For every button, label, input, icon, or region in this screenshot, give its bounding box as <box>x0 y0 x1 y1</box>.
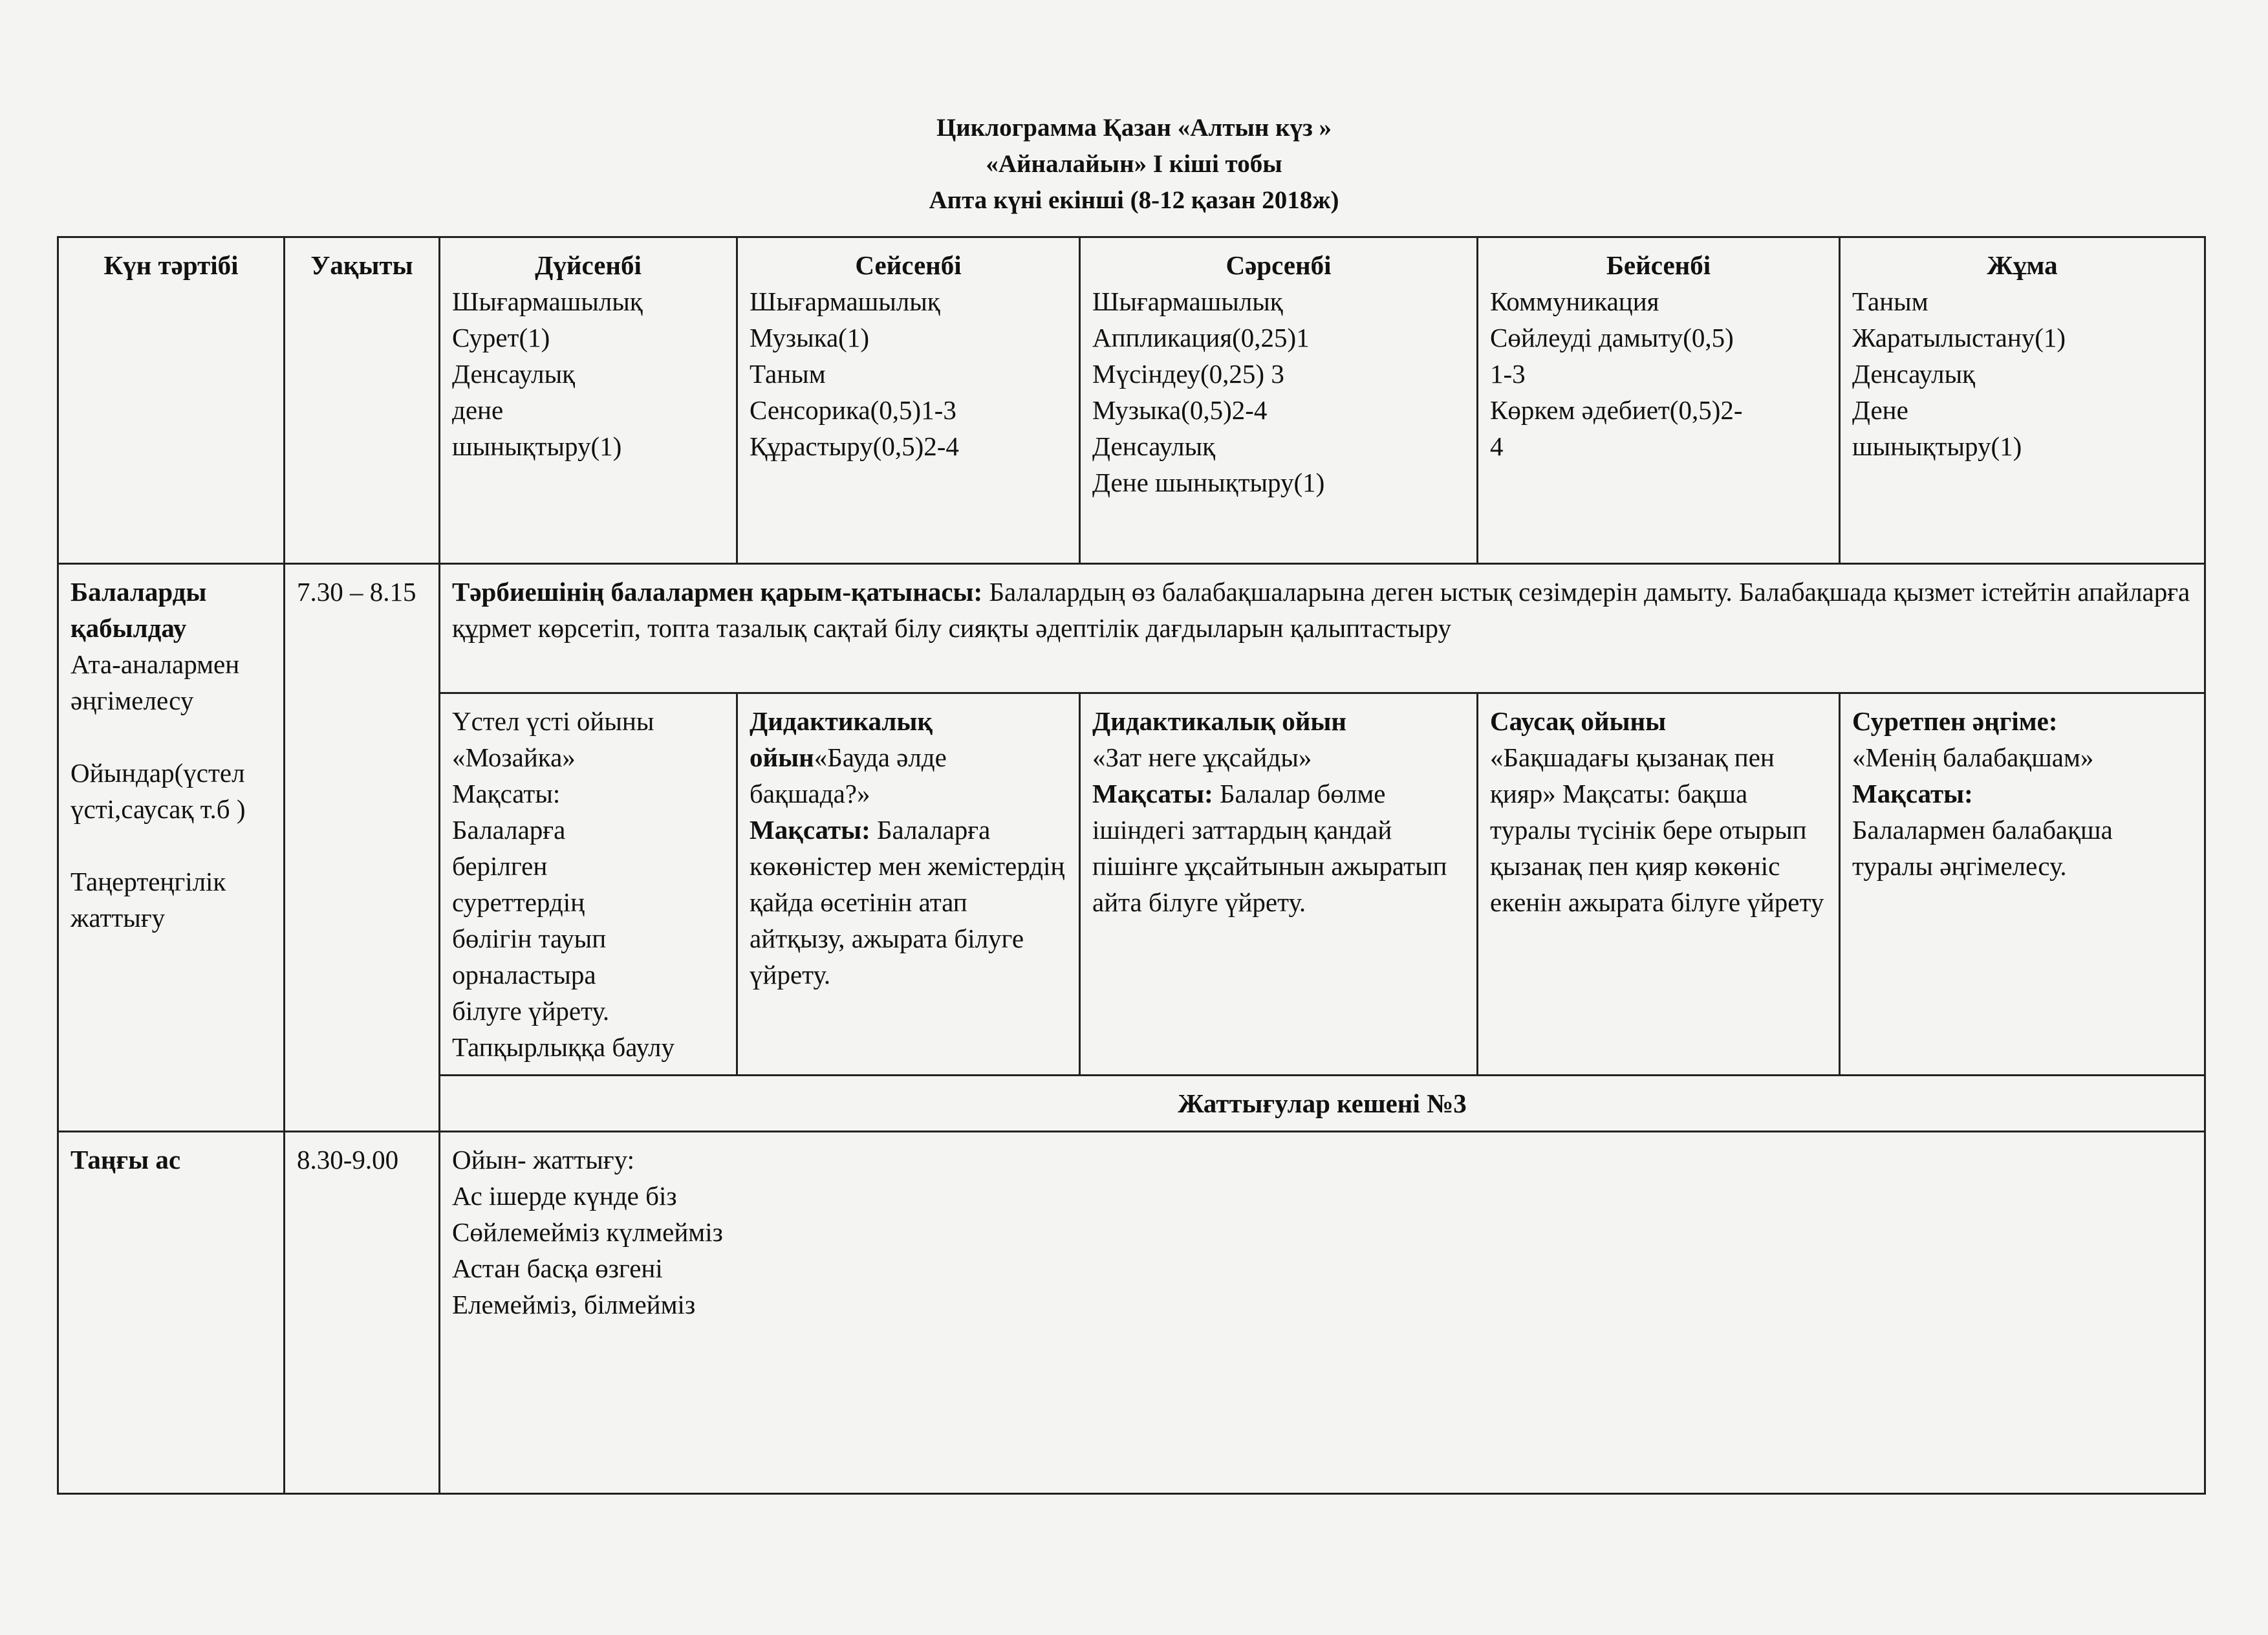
monday-game-line: бөлігін тауып <box>452 924 607 953</box>
monday-game-line: Тапқырлыққа баулу <box>452 1032 675 1062</box>
monday-game-line: Мақсаты: <box>452 779 561 808</box>
col-schedule-header <box>58 237 285 564</box>
friday-subject: Таным <box>1852 287 1928 316</box>
exercise-title: Жаттығулар кешені №3 <box>1178 1088 1467 1118</box>
monday-game-line: білуге үйрету. <box>452 996 610 1026</box>
wednesday-subject: Шығармашылық <box>1092 287 1283 316</box>
communication-cell <box>440 564 2205 693</box>
monday-game-line: суреттердің <box>452 887 585 917</box>
reception-games: Ойындар(үстел үсті,саусақ т.б ) <box>70 758 246 824</box>
wednesday-header <box>1080 237 1478 564</box>
col-schedule-label: Күн тәртібі <box>103 250 239 280</box>
wednesday-subject: Аппликация(0,25)1 <box>1092 323 1310 352</box>
thursday-label: Бейсенбі <box>1606 250 1711 280</box>
friday-game-name: «Менің балабақшам» <box>1852 742 2094 772</box>
tuesday-game-title: Дидактикалық ойын <box>750 706 933 772</box>
tuesday-subject: Құрастыру(0,5)2-4 <box>750 431 959 461</box>
thursday-subject: 4 <box>1490 431 1504 461</box>
monday-subject: шынықтыру(1) <box>452 431 622 461</box>
col-time-header <box>285 237 440 564</box>
friday-game-title: Суретпен әңгіме: <box>1852 706 2058 736</box>
thursday-game-title: Саусақ ойыны <box>1490 706 1667 736</box>
friday-header <box>1840 237 2205 564</box>
wednesday-game-name: «Зат неге ұқсайды» <box>1092 742 1312 772</box>
friday-goal-label: Мақсаты: <box>1852 779 1973 808</box>
reception-cell <box>58 564 285 1132</box>
header-title: Циклограмма Қазан «Алтын күз » <box>936 114 1332 142</box>
tuesday-game-name: «Бауда әлде бақшада?» <box>750 742 947 808</box>
thursday-game-text: «Бақшадағы қызанақ пен қияр» Мақсаты: бақша туралы түсінік бере отырып қызанақ пен қияр көкөніс екенін ажырата білуге үйрету <box>1490 742 1824 917</box>
wednesday-game-cell <box>1080 693 1478 1076</box>
schedule-table <box>57 236 2206 1495</box>
tuesday-label: Сейсенбі <box>855 250 962 280</box>
wednesday-label: Сәрсенбі <box>1226 250 1332 280</box>
thursday-header <box>1478 237 1840 564</box>
breakfast-line: Елемейміз, білмейміз <box>452 1290 696 1319</box>
thursday-subject: Сөйлеуді дамыту(0,5) <box>1490 323 1734 352</box>
breakfast-line: Сөйлемейміз күлмейміз <box>452 1217 723 1247</box>
monday-game-line: орналастыра <box>452 960 596 990</box>
wednesday-goal-text: Балалар бөлме ішіндегі заттардың қандай пішінге ұқсайтынын ажыратып айта білуге үйрету. <box>1092 779 1447 917</box>
communication-text: Балалардың өз балабақшаларына деген ыстық сезімдерін дамыту. Балабақшада қызмет істейтін апайларға құрмет көрсетіп, топта тазалық сақтай білу сияқты әдептілік дағдыларын қалыптастыру <box>452 577 2190 643</box>
reception-communication-row <box>58 564 2205 693</box>
breakfast-time: 8.30-9.00 <box>297 1145 399 1175</box>
friday-subject: Жаратылыстану(1) <box>1852 323 2066 352</box>
monday-subject: Шығармашылық <box>452 287 643 316</box>
thursday-subject: Көркем әдебиет(0,5)2- <box>1490 395 1743 425</box>
monday-game-cell <box>440 693 737 1076</box>
tuesday-subject: Музыка(1) <box>750 323 869 352</box>
monday-game-line: Үстел үсті ойыны <box>452 706 654 736</box>
reception-parents: Ата-аналармен әңгімелесу <box>70 649 240 715</box>
thursday-subject: Коммуникация <box>1490 287 1659 316</box>
breakfast-line: Ас ішерде күнде біз <box>452 1181 677 1211</box>
thursday-game-cell <box>1478 693 1840 1076</box>
breakfast-row <box>58 1132 2205 1494</box>
reception-time: 7.30 – 8.15 <box>297 577 416 607</box>
header-group: «Айналайын» І кіші тобы <box>986 150 1282 178</box>
breakfast-content-cell <box>440 1132 2205 1494</box>
tuesday-subject: Таным <box>750 359 826 389</box>
tuesday-goal-text: Балаларға көкөністер мен жемістердің қайда өсетінін атап айтқызу, ажырата білуге үйрету. <box>750 815 1065 990</box>
friday-subject: Денсаулық <box>1852 359 1976 389</box>
monday-game-line: Балаларға <box>452 815 566 845</box>
tuesday-subject: Сенсорика(0,5)1-3 <box>750 395 956 425</box>
header-date: Апта күні екінші (8-12 қазан 2018ж) <box>929 186 1339 214</box>
tuesday-header <box>737 237 1080 564</box>
friday-label: Жұма <box>1987 250 2058 280</box>
communication-label: Тәрбиешінің балалармен қарым-қатынасы: <box>452 577 983 607</box>
breakfast-line: Астан басқа өзгені <box>452 1253 663 1283</box>
breakfast-title-cell <box>58 1132 285 1494</box>
thursday-subject: 1-3 <box>1490 359 1526 389</box>
friday-goal-text: Балалармен балабақша туралы әңгімелесу. <box>1852 815 2113 881</box>
breakfast-line: Ойын- жаттығу: <box>452 1145 634 1175</box>
header-row <box>58 237 2205 564</box>
reception-time-cell <box>285 564 440 1132</box>
wednesday-subject: Дене шынықтыру(1) <box>1092 468 1325 497</box>
col-time-label: Уақыты <box>310 250 413 280</box>
wednesday-game-title: Дидактикалық ойын <box>1092 706 1346 736</box>
reception-title: Балаларды қабылдау <box>70 577 207 643</box>
exercise-cell <box>440 1076 2205 1132</box>
friday-subject: шынықтыру(1) <box>1852 431 2022 461</box>
monday-game-line: берілген <box>452 851 548 881</box>
tuesday-goal-label: Мақсаты: <box>750 815 870 845</box>
wednesday-subject: Мүсіндеу(0,25) 3 <box>1092 359 1284 389</box>
breakfast-title: Таңғы ас <box>70 1145 181 1175</box>
monday-subject: Сурет(1) <box>452 323 550 352</box>
tuesday-game-cell <box>737 693 1080 1076</box>
friday-game-cell <box>1840 693 2205 1076</box>
wednesday-subject: Денсаулық <box>1092 431 1216 461</box>
wednesday-goal-label: Мақсаты: <box>1092 779 1213 808</box>
wednesday-subject: Музыка(0,5)2-4 <box>1092 395 1268 425</box>
monday-game-line: «Мозайка» <box>452 742 576 772</box>
tuesday-subject: Шығармашылық <box>750 287 940 316</box>
reception-morning-exercise: Таңертеңгілік жаттығу <box>70 867 226 933</box>
monday-header <box>440 237 737 564</box>
monday-subject: дене <box>452 395 504 425</box>
document-header <box>0 110 2268 219</box>
monday-label: Дүйсенбі <box>535 250 642 280</box>
breakfast-time-cell <box>285 1132 440 1494</box>
friday-subject: Дене <box>1852 395 1908 425</box>
monday-subject: Денсаулық <box>452 359 576 389</box>
